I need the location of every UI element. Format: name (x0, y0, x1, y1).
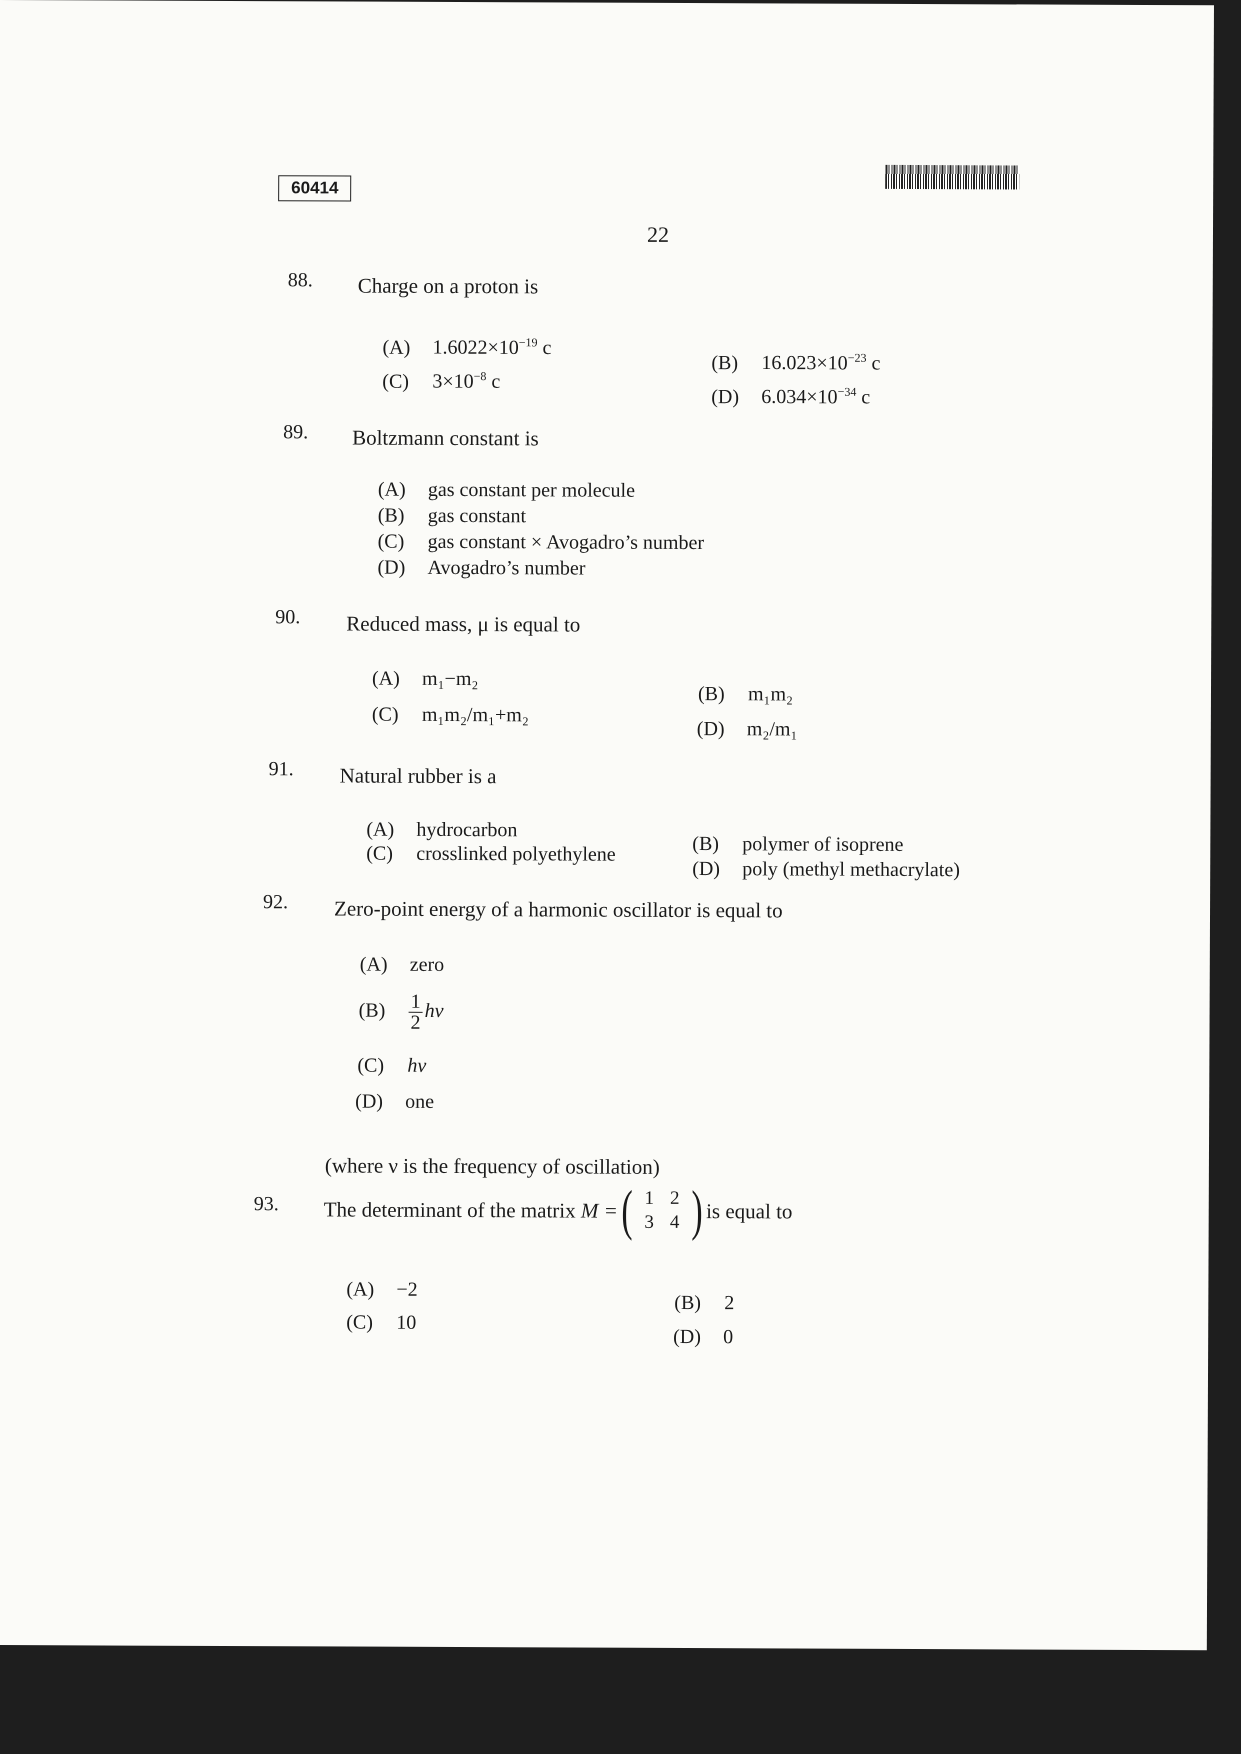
option-unit: c (871, 352, 881, 375)
option-c (378, 531, 705, 555)
option-text: gas constant × Avogadro’s number (427, 530, 705, 555)
option-exponent: −19 (518, 335, 538, 350)
option-label: (C) (371, 703, 399, 726)
option-b (698, 683, 793, 706)
matrix-name: M = (580, 1198, 618, 1223)
option-label: (B) (692, 833, 720, 856)
option-text: 10 (396, 1311, 417, 1334)
option-c (357, 1055, 426, 1078)
option-exponent: −23 (847, 350, 867, 365)
option-text: crosslinked polyethylene (416, 842, 616, 866)
option-c (382, 369, 500, 394)
left-paren: ( (621, 1179, 633, 1242)
matrix-cell: 4 (669, 1211, 680, 1233)
option-c (372, 704, 529, 728)
option-b (711, 350, 880, 375)
matrix-cell: 2 (669, 1187, 680, 1209)
option-a (360, 954, 445, 977)
option-mantissa: 6.034×10 (761, 385, 838, 409)
option-d (692, 858, 960, 882)
option-text: Avogadro’s number (427, 556, 586, 580)
option-label: (B) (711, 351, 739, 374)
question-number: 92. (263, 891, 289, 914)
question-number: 93. (253, 1193, 279, 1216)
option-d (711, 384, 870, 409)
option-label: (C) (346, 1311, 373, 1334)
question-text: Charge on a proton is (357, 273, 539, 299)
option-label: (D) (673, 1325, 701, 1349)
option-a (372, 668, 478, 691)
option-a (378, 479, 635, 503)
option-text: one (405, 1090, 435, 1113)
option-label: (B) (358, 999, 386, 1022)
option-label: (A) (359, 953, 388, 976)
option-label: (A) (371, 667, 400, 690)
matrix-cell: 1 (644, 1187, 655, 1209)
question-text-before: The determinant of the matrix (323, 1196, 576, 1223)
option-label: (A) (382, 336, 411, 359)
option-label: (C) (377, 530, 405, 553)
option-text: m₂/m₁ (746, 718, 798, 741)
question-text: Zero-point energy of a harmonic oscillator is equal to (333, 896, 783, 923)
option-label: (D) (355, 1090, 384, 1113)
option-d (697, 718, 798, 741)
option-c (346, 1312, 416, 1335)
option-unit: c (542, 337, 552, 360)
matrix-cell: 3 (644, 1211, 654, 1233)
option-text: polymer of isoprene (742, 833, 904, 856)
option-mantissa: 3×10 (432, 370, 474, 393)
option-b (692, 833, 903, 857)
fraction-denominator: 2 (410, 1011, 421, 1034)
question-text: Natural rubber is a (339, 763, 497, 789)
question-number: 88. (287, 269, 313, 292)
question-number: 90. (275, 606, 301, 629)
option-label: (D) (696, 718, 725, 741)
option-exponent: −8 (473, 369, 487, 384)
option-b (378, 505, 526, 529)
matrix-table (636, 1187, 687, 1235)
option-b (358, 992, 443, 1033)
option-b (674, 1292, 734, 1315)
option-mantissa: 1.6022×10 (432, 336, 519, 359)
question-number: 89. (283, 421, 309, 444)
question-text (324, 1169, 793, 1251)
option-text: 2 (724, 1292, 735, 1315)
option-text: −2 (396, 1278, 418, 1301)
option-text: hν (407, 1054, 427, 1077)
option-unit: c (491, 370, 501, 393)
option-text: m₁−m₂ (421, 667, 479, 691)
option-a (346, 1279, 417, 1302)
option-c (366, 843, 616, 867)
option-text: zero (409, 953, 445, 976)
fraction (408, 992, 422, 1033)
question-note: (where ν is the frequency of oscillation) (324, 1153, 660, 1179)
option-label: (C) (382, 370, 410, 393)
option-label: (B) (697, 683, 725, 706)
question-text-after: is equal to (706, 1198, 793, 1223)
option-d (673, 1326, 733, 1349)
matrix (618, 1179, 707, 1243)
option-text: poly (methyl methacrylate) (742, 858, 960, 882)
fraction-numerator: 1 (410, 990, 421, 1013)
question-text: Boltzmann constant is (352, 425, 539, 451)
option-a (366, 819, 517, 843)
option-label: (D) (692, 858, 721, 881)
option-unit: c (861, 386, 871, 409)
option-label: (D) (377, 556, 406, 579)
paper-code-box: 60414 (278, 175, 351, 201)
option-d (377, 557, 585, 581)
option-label: (A) (366, 818, 395, 841)
option-label: (B) (377, 504, 405, 527)
page-number: 22 (646, 221, 670, 247)
option-text: hν (424, 999, 444, 1023)
option-a (382, 335, 551, 360)
question-text: Reduced mass, μ is equal to (346, 611, 581, 637)
option-d (355, 1091, 434, 1114)
option-label: (C) (357, 1054, 385, 1077)
question-number: 91. (268, 758, 294, 781)
option-text: hydrocarbon (416, 818, 518, 842)
option-text: gas constant per molecule (427, 478, 636, 502)
option-label: (A) (377, 478, 406, 501)
barcode (885, 165, 1019, 190)
option-mantissa: 16.023×10 (761, 351, 848, 375)
option-label: (D) (711, 385, 740, 408)
option-label: (B) (674, 1291, 702, 1315)
option-text: 0 (723, 1326, 734, 1349)
option-text: gas constant (427, 504, 527, 528)
right-paren: ) (691, 1180, 703, 1243)
option-text: m₁m₂ (747, 683, 794, 706)
option-text: m₁m₂/m₁+m₂ (421, 703, 529, 727)
option-exponent: −34 (837, 384, 857, 399)
option-label: (C) (366, 842, 393, 865)
option-label: (A) (346, 1278, 375, 1301)
